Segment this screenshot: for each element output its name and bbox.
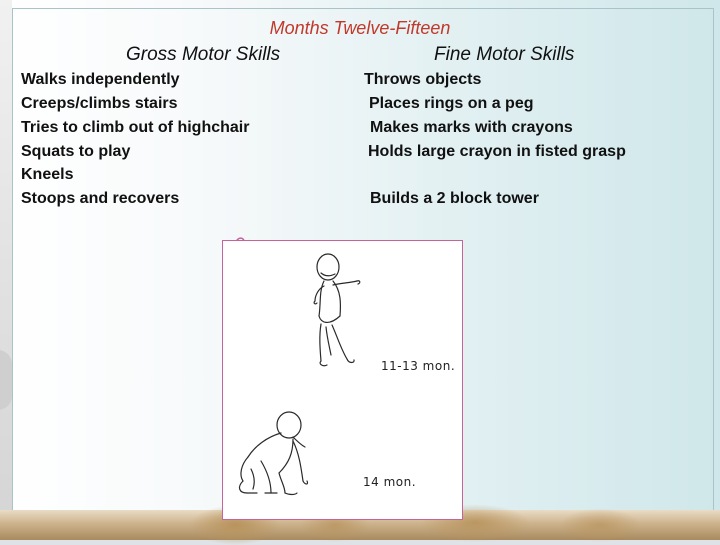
fine-skill-item: Places rings on a peg xyxy=(369,95,534,112)
slide-title: Months Twelve-Fifteen xyxy=(269,18,451,38)
development-sketch xyxy=(222,240,463,520)
gross-skill-item: Creeps/climbs stairs xyxy=(21,95,178,112)
age-label-walking: 11-13 mon. xyxy=(381,359,456,373)
gross-skill-item: Kneels xyxy=(21,166,74,183)
fine-skill-item: Makes marks with crayons xyxy=(370,119,573,136)
left-decorative-strip xyxy=(0,0,12,540)
gross-skill-item: Tries to climb out of highchair xyxy=(21,119,250,136)
fine-skill-item: Builds a 2 block tower xyxy=(370,190,539,207)
walking-toddler-figure xyxy=(314,254,360,366)
gross-motor-heading: Gross Motor Skills xyxy=(126,44,281,65)
fine-skill-item: Holds large crayon in fisted grasp xyxy=(368,143,626,160)
toddler-drawings xyxy=(223,241,463,520)
gross-skill-item: Stoops and recovers xyxy=(21,190,180,207)
bottom-decor-shape xyxy=(560,508,640,542)
fine-motor-heading: Fine Motor Skills xyxy=(434,44,575,65)
left-decorative-shape xyxy=(0,350,12,410)
gross-skill-item: Squats to play xyxy=(21,143,131,160)
fine-skill-item: Throws objects xyxy=(364,71,482,88)
age-label-stooping: 14 mon. xyxy=(363,475,417,489)
stooping-toddler-figure xyxy=(240,412,308,495)
gross-skill-item: Walks independently xyxy=(21,71,180,88)
